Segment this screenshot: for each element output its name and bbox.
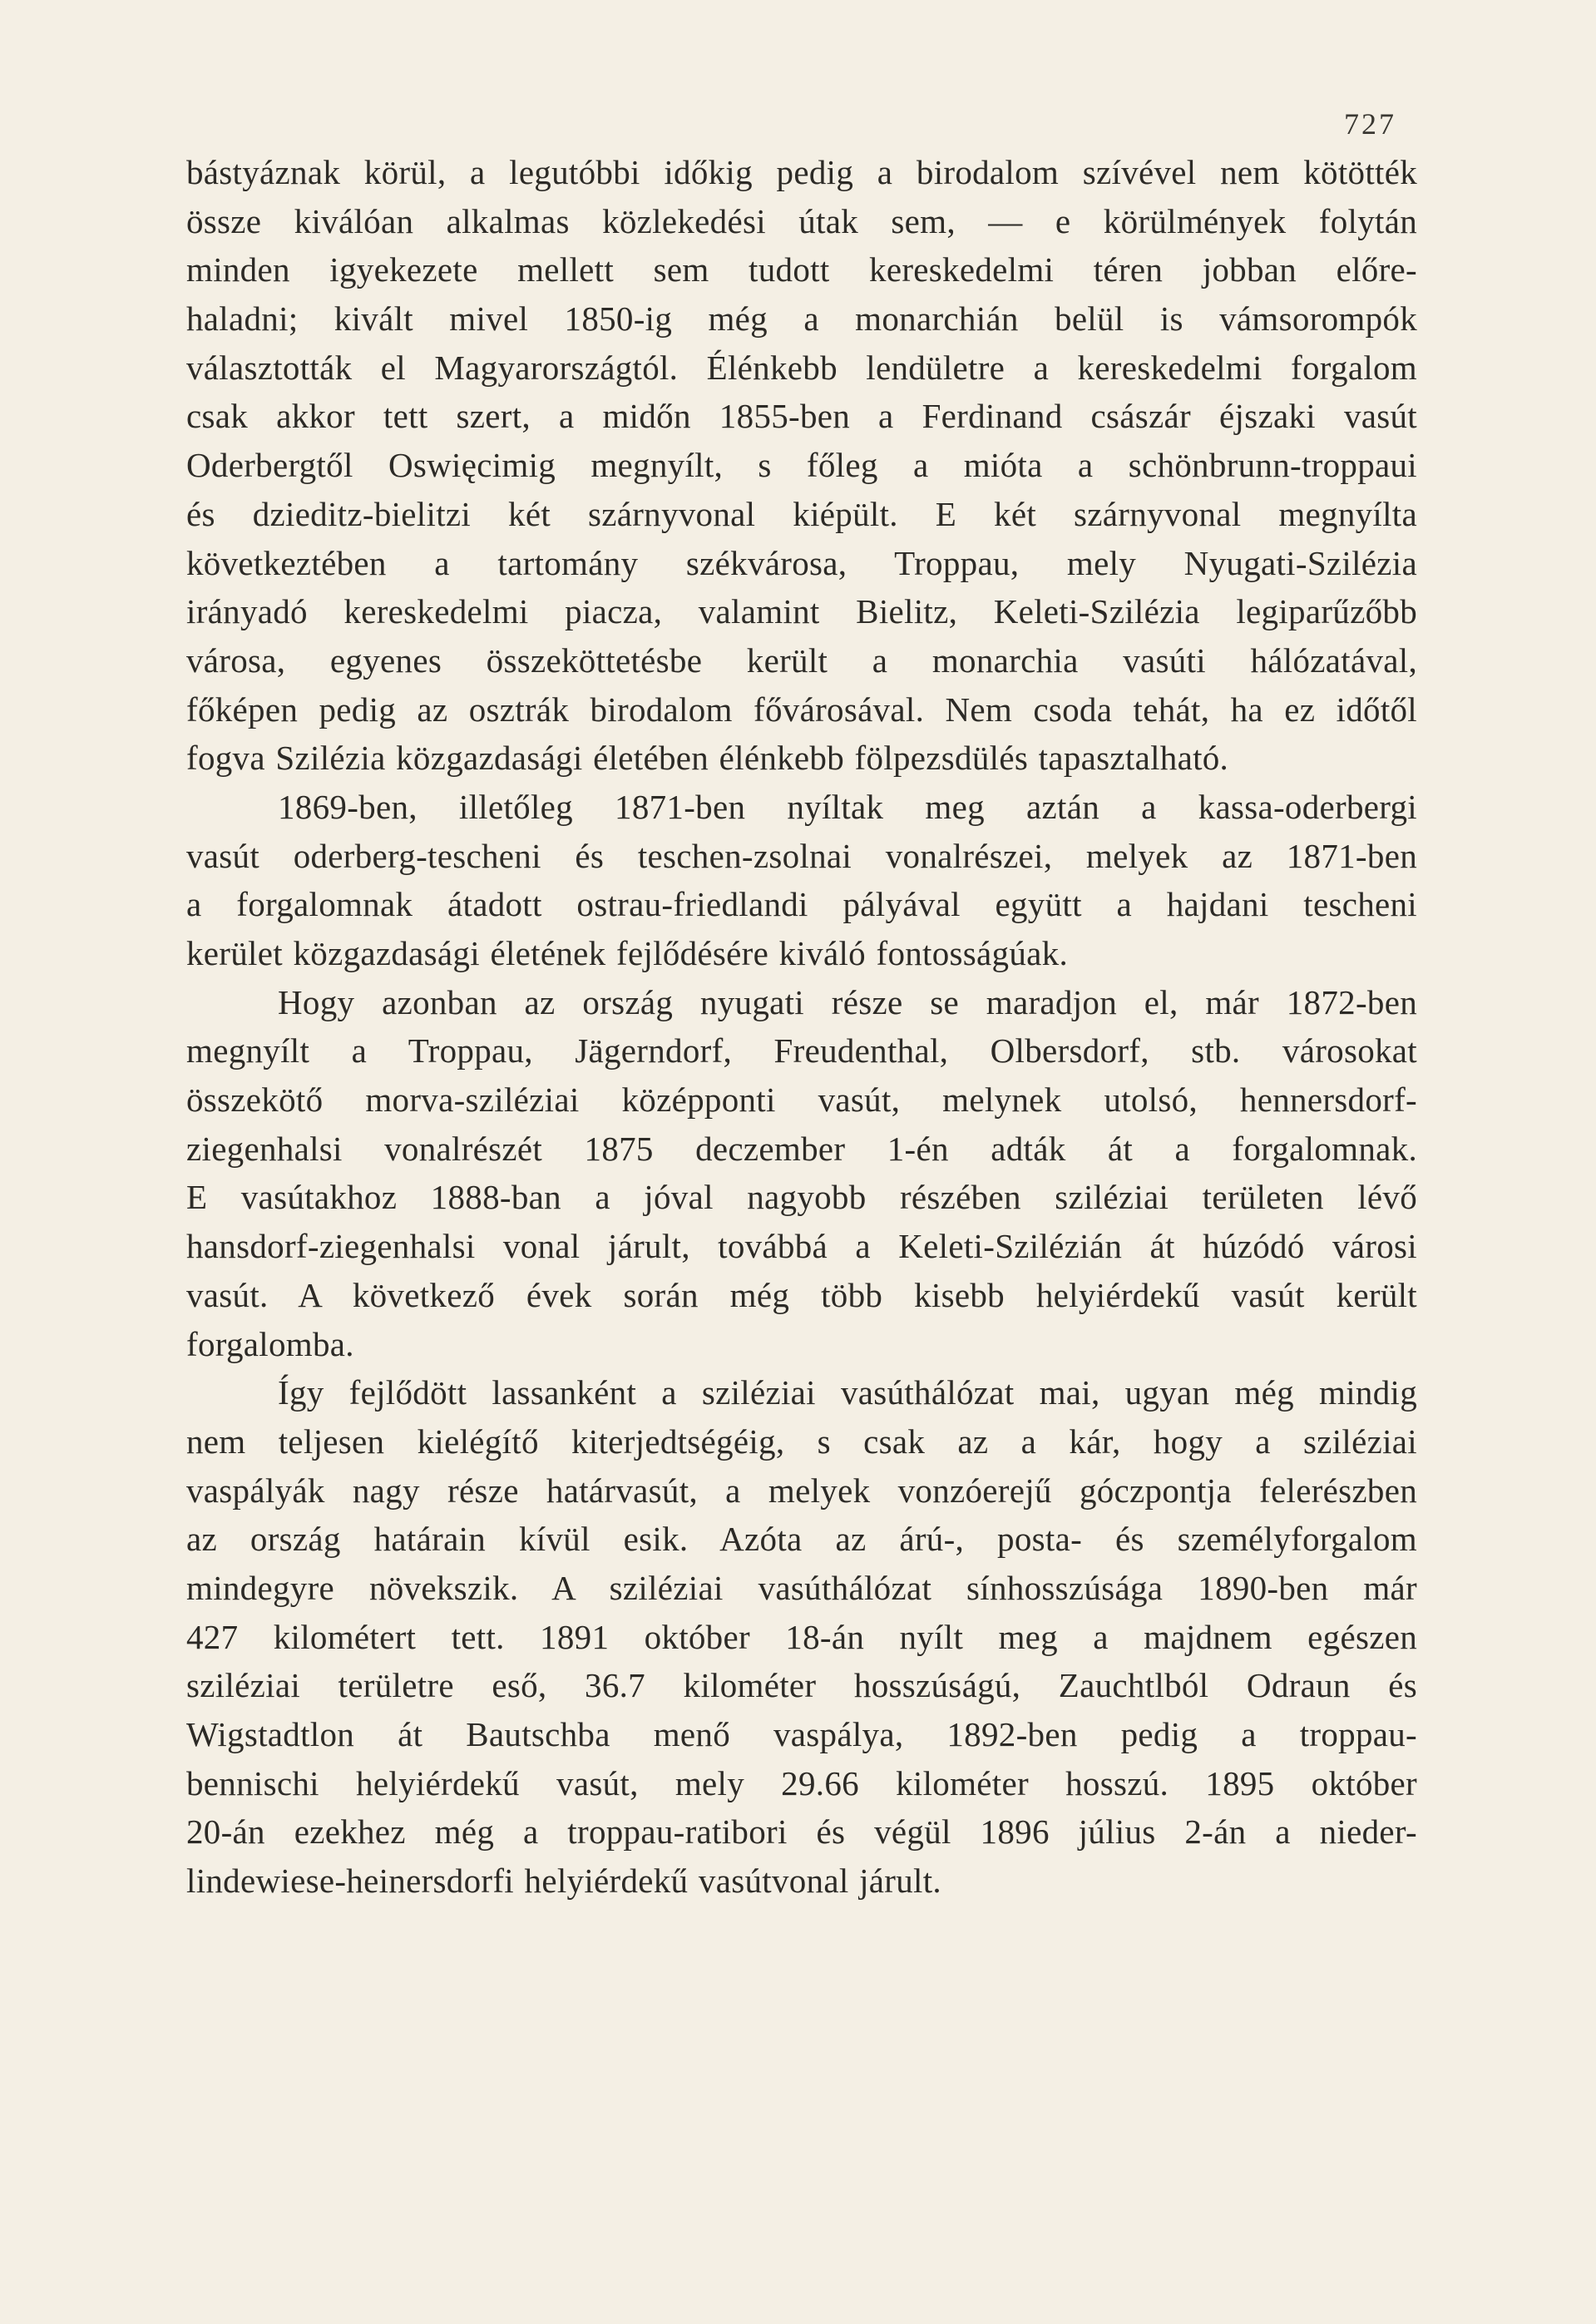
text-line: összekötő morva-sziléziai középponti vasút, melynek utolsó, hennersdorf- — [186, 1080, 1417, 1120]
text-line: és dzieditz-bielitzi két szárnyvonal kiépült. E két szárnyvonal megnyílta — [186, 494, 1417, 533]
text-line: Így fejlődött lassanként a sziléziai vasúthálózat mai, ugyan még mindig — [278, 1373, 1417, 1412]
text-line: Oderbergtől Oswięcimig megnyílt, s főleg a mióta a schönbrunn-troppaui — [186, 446, 1417, 485]
text-line: csak akkor tett szert, a midőn 1855-ben a Ferdinand császár éjszaki vasút — [186, 397, 1417, 436]
text-line: 1869-ben, illetőleg 1871-ben nyíltak meg aztán a kassa-oderbergi — [278, 787, 1417, 826]
text-line: lindewiese-heinersdorfi helyiérdekű vasútvonal járult. — [186, 1862, 941, 1901]
text-line: minden igyekezete mellett sem tudott kereskedelmi téren jobban előre- — [186, 250, 1417, 289]
text-line: megnyílt a Troppau, Jägerndorf, Freudenthal, Olbersdorf, stb. városokat — [186, 1031, 1417, 1071]
text-line: sziléziai területre eső, 36.7 kilométer hosszúságú, Zauchtlból Odraun és — [186, 1666, 1417, 1705]
text-line: bástyáznak körül, a legutóbbi időkig pedig a birodalom szívével nem kötötték — [186, 153, 1417, 191]
text-line: fogva Szilézia közgazdasági életében élénkebb fölpezsdülés tapasztalható. — [186, 739, 1229, 778]
text-line: az ország határain kívül esik. Azóta az árú-, posta- és személyforgalom — [186, 1520, 1417, 1559]
text-line: forgalomba. — [186, 1324, 354, 1363]
text-line: vasút oderberg-tescheni és teschen-zsolnai vonalrészei, melyek az 1871-ben — [186, 836, 1417, 875]
text-line: választották el Magyarországtól. Élénkebb lendületre a kereskedelmi forgalom — [186, 348, 1417, 387]
text-line: városa, egyenes összeköttetésbe került a monarchia vasúti hálózatával, — [186, 640, 1417, 680]
text-line: bennischi helyiérdekű vasút, mely 29.66 kilométer hosszú. 1895 október — [186, 1763, 1417, 1802]
text-line: Wigstadtlon át Bautschba menő vaspálya, 1892-ben pedig a troppau- — [186, 1715, 1417, 1753]
text-line: E vasútakhoz 1888-ban a jóval nagyobb részében sziléziai területen lévő — [186, 1178, 1417, 1217]
text-line: 20-án ezekhez még a troppau-ratibori és végül 1896 július 2-án a nieder- — [186, 1812, 1417, 1852]
text-line: 427 kilométert tett. 1891 október 18-án nyílt meg a majdnem egészen — [186, 1617, 1417, 1656]
text-line: nem teljesen kielégítő kiterjedtségéig, s csak az a kár, hogy a sziléziai — [186, 1422, 1417, 1461]
text-line: irányadó kereskedelmi piacza, valamint Bielitz, Keleti-Szilézia legiparűzőbb — [186, 592, 1417, 631]
text-line: következtében a tartomány székvárosa, Troppau, mely Nyugati-Szilézia — [186, 543, 1417, 582]
text-line: hansdorf-ziegenhalsi vonal járult, továbbá a Keleti-Szilézián át húzódó városi — [186, 1227, 1417, 1266]
text-line: vaspályák nagy része határvasút, a melyek vonzóerejű góczpontja felerészben — [186, 1471, 1417, 1510]
body-text — [186, 148, 1417, 1906]
text-line: ziegenhalsi vonalrészét 1875 deczember 1-én adták át a forgalomnak. — [186, 1129, 1417, 1168]
text-line: mindegyre növekszik. A sziléziai vasúthálózat sínhosszúsága 1890-ben már — [186, 1568, 1417, 1607]
text-line: vasút. A következő évek során még több kisebb helyiérdekű vasút került — [186, 1275, 1417, 1314]
text-line: kerület közgazdasági életének fejlődésére kiváló fontosságúak. — [186, 934, 1069, 972]
text-line: a forgalomnak átadott ostrau-friedlandi pályával együtt a hajdani tescheni — [186, 885, 1417, 924]
text-line: Hogy azonban az ország nyugati része se maradjon el, már 1872-ben — [278, 982, 1417, 1021]
text-line: össze kiválóan alkalmas közlekedési útak sem, — e körülmények folytán — [186, 201, 1417, 240]
page-number: 727 — [1344, 107, 1396, 141]
text-line: haladni; kivált mivel 1850-ig még a monarchián belül is vámsorompók — [186, 299, 1417, 339]
text-line: főképen pedig az osztrák birodalom fővárosával. Nem csoda tehát, ha ez időtől — [186, 690, 1417, 729]
